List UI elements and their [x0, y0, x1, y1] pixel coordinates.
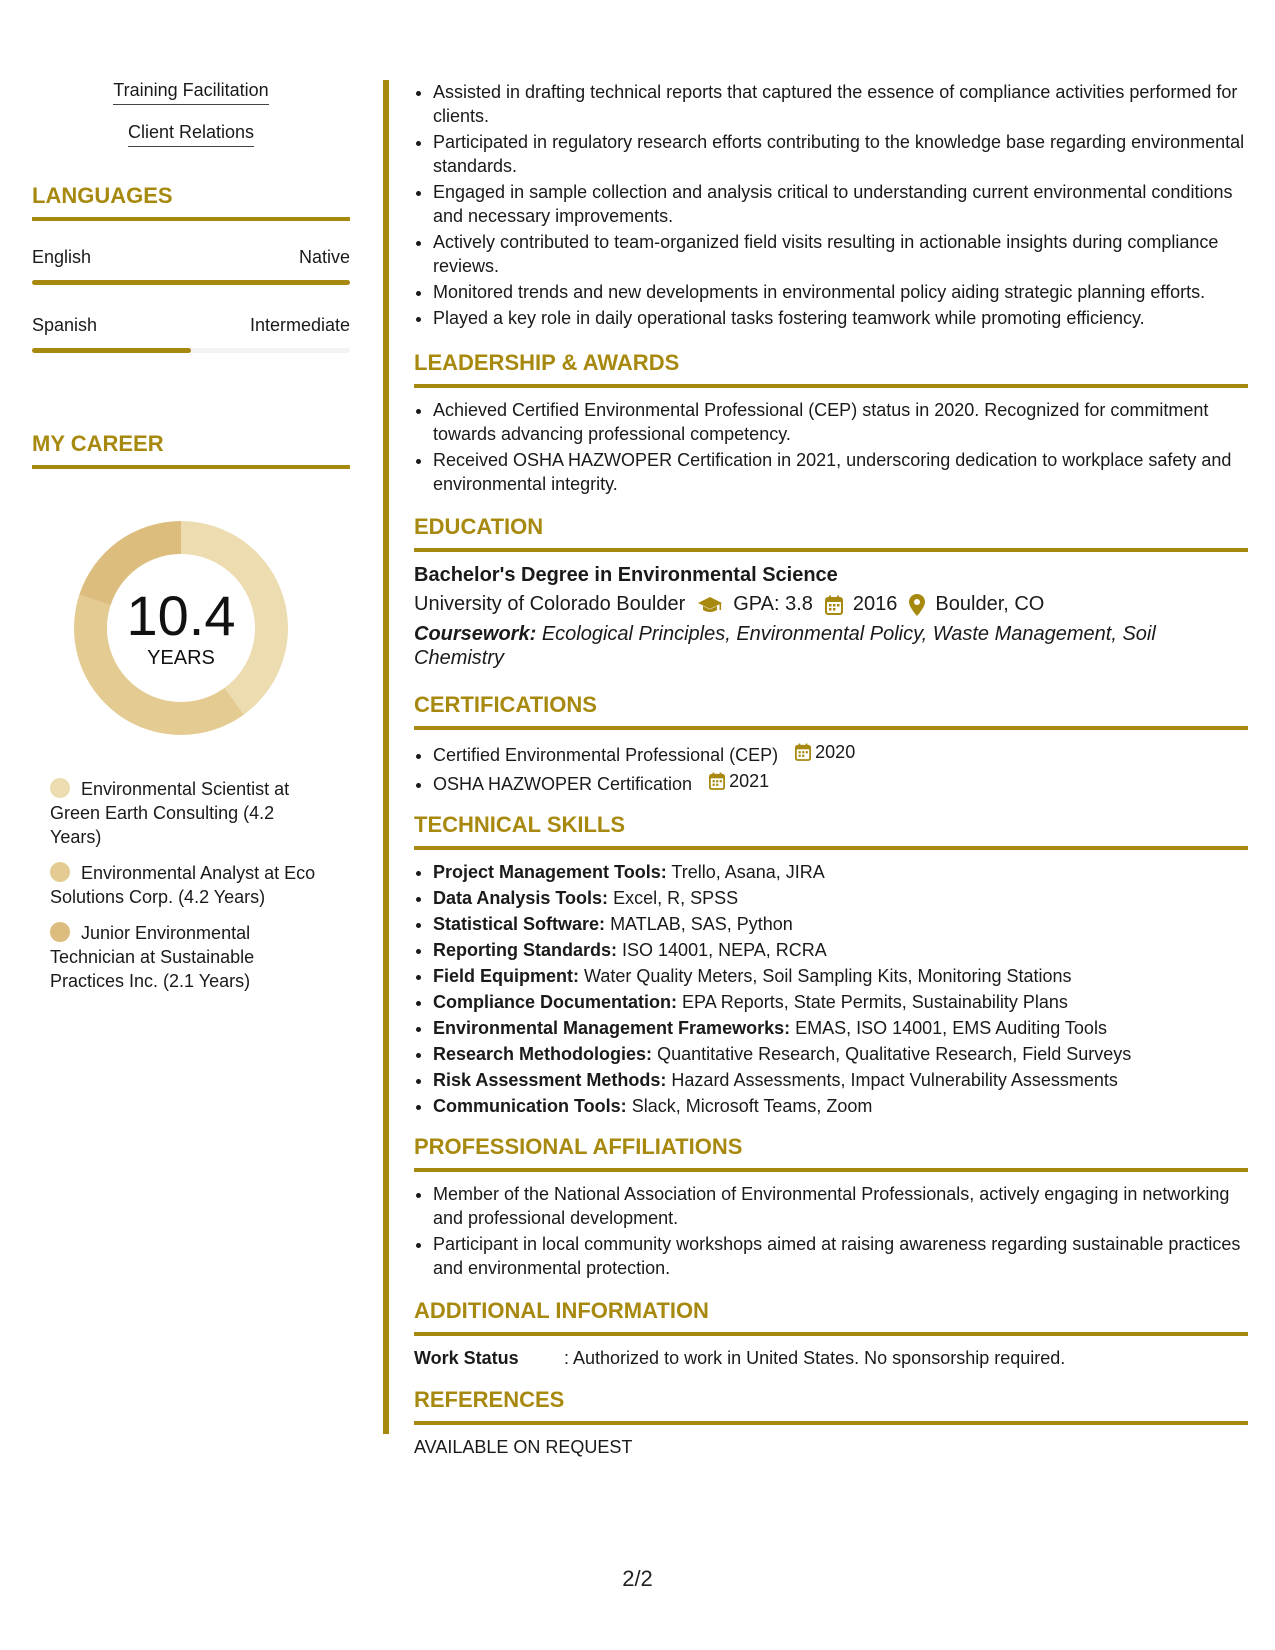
list-item: • Received OSHA HAZWOPER Certification in 2021, underscoring dedication to workplace safety and environmental integrity. [433, 448, 1248, 496]
list-item: • Member of the National Association of Environmental Professionals, actively engaging in networking and professional development. [433, 1182, 1248, 1230]
calendar-icon [709, 772, 725, 790]
list-item: • Data Analysis Tools: Excel, R, SPSS [433, 886, 1248, 910]
affiliations-list [414, 1182, 1248, 1280]
list-item: • Achieved Certified Environmental Professional (CEP) status in 2020. Recognized for commitment towards advancing professional competency. [433, 398, 1248, 446]
graduation-cap-icon [697, 595, 723, 615]
education-entry [414, 564, 1248, 670]
list-item: • Participated in regulatory research efforts contributing to the knowledge base regarding environmental standards. [433, 130, 1248, 178]
column-divider [383, 80, 389, 1434]
school: University of Colorado Boulder [414, 593, 686, 615]
list-item: • Environmental Management Frameworks: EMAS, ISO 14001, EMS Auditing Tools [433, 1016, 1248, 1040]
technical-skills-title: TECHNICAL SKILLS [414, 812, 1248, 850]
language-bar-fill [32, 280, 350, 285]
graduation-year: 2016 [852, 593, 898, 615]
languages-title: LANGUAGES [32, 183, 350, 221]
calendar-icon [825, 595, 843, 615]
leadership-list [414, 398, 1248, 496]
legend-dot [50, 922, 70, 942]
experience-bullets [414, 80, 1248, 330]
work-status [414, 1348, 1248, 1369]
career-total-unit: YEARS [147, 646, 215, 669]
career-donut-chart [66, 513, 296, 743]
legend-item: Environmental Analyst at Eco Solutions Corp. (4.2 Years) [50, 863, 316, 907]
list-item: • Assisted in drafting technical reports that captured the essence of compliance activities performed for clients. [433, 80, 1248, 128]
language-bar-fill [32, 348, 191, 353]
references-title: REFERENCES [414, 1387, 1248, 1425]
list-item: • Actively contributed to team-organized field visits resulting in actionable insights during compliance reviews. [433, 230, 1248, 278]
additional-info-title: ADDITIONAL INFORMATION [414, 1298, 1248, 1336]
list-item: • Research Methodologies: Quantitative Research, Qualitative Research, Field Surveys [433, 1042, 1248, 1066]
education-title: EDUCATION [414, 514, 1248, 552]
list-item: • Engaged in sample collection and analysis critical to understanding current environmental conditions and necessary improvements. [433, 180, 1248, 228]
degree: Bachelor's Degree in Environmental Science [414, 564, 838, 586]
affiliations-title: PROFESSIONAL AFFILIATIONS [414, 1134, 1248, 1172]
language-bar [32, 348, 350, 353]
language-item [32, 315, 350, 353]
leadership-title: LEADERSHIP & AWARDS [414, 350, 1248, 388]
list-item: • Compliance Documentation: EPA Reports, State Permits, Sustainability Plans [433, 990, 1248, 1014]
location-pin-icon [909, 594, 925, 616]
location: Boulder, CO [935, 593, 1045, 615]
references-text: AVAILABLE ON REQUEST [414, 1437, 633, 1457]
work-status-label: Work Status [414, 1348, 519, 1368]
coursework: Coursework: Ecological Principles, Environmental Policy, Waste Management, Soil Chemistry [414, 623, 1156, 669]
calendar-icon [795, 743, 811, 761]
certifications-list [414, 740, 1248, 796]
page-number: 2/2 [622, 1566, 653, 1591]
list-item: • Monitored trends and new developments in environmental policy aiding strategic planning efforts. [433, 280, 1248, 304]
language-bar [32, 280, 350, 285]
right-column [414, 80, 1248, 1458]
legend-item: Junior Environmental Technician at Sustainable Practices Inc. (2.1 Years) [50, 923, 255, 991]
career-title: MY CAREER [32, 431, 350, 469]
list-item: • Statistical Software: MATLAB, SAS, Python [433, 912, 1248, 936]
language-name: Spanish [32, 315, 98, 335]
technical-skills-list [414, 860, 1248, 1118]
list-item: • OSHA HAZWOPER Certification 2021 [433, 769, 1248, 796]
work-status-value: : Authorized to work in United States. No sponsorship required. [564, 1348, 1066, 1368]
list-item: • Played a key role in daily operational tasks fostering teamwork while promoting efficiency. [433, 306, 1248, 330]
list-item: • Certified Environmental Professional (CEP) 2020 [433, 740, 1248, 767]
list-item: • Participant in local community workshops aimed at raising awareness regarding sustainable practices and environmental protection. [433, 1232, 1248, 1280]
certifications-title: CERTIFICATIONS [414, 692, 1248, 730]
list-item: • Field Equipment: Water Quality Meters, Soil Sampling Kits, Monitoring Stations [433, 964, 1248, 988]
left-column [32, 80, 350, 1005]
language-level: Native [298, 247, 350, 267]
gpa: GPA: 3.8 [733, 593, 813, 615]
list-item: • Project Management Tools: Trello, Asana, JIRA [433, 860, 1248, 884]
career-total-years: 10.4 [126, 583, 236, 647]
language-item [32, 247, 350, 285]
list-item: • Risk Assessment Methods: Hazard Assessments, Impact Vulnerability Assessments [433, 1068, 1248, 1092]
skill-tag: Client Relations [32, 122, 350, 147]
legend-item: Environmental Scientist at Green Earth Consulting (4.2 Years) [50, 779, 290, 847]
language-level: Intermediate [249, 315, 350, 335]
career-legend [50, 777, 320, 993]
legend-dot [50, 862, 70, 882]
list-item: • Reporting Standards: ISO 14001, NEPA, RCRA [433, 938, 1248, 962]
skill-tag: Training Facilitation [32, 80, 350, 105]
language-name: English [32, 247, 92, 267]
legend-dot [50, 778, 70, 798]
list-item: • Communication Tools: Slack, Microsoft Teams, Zoom [433, 1094, 1248, 1118]
